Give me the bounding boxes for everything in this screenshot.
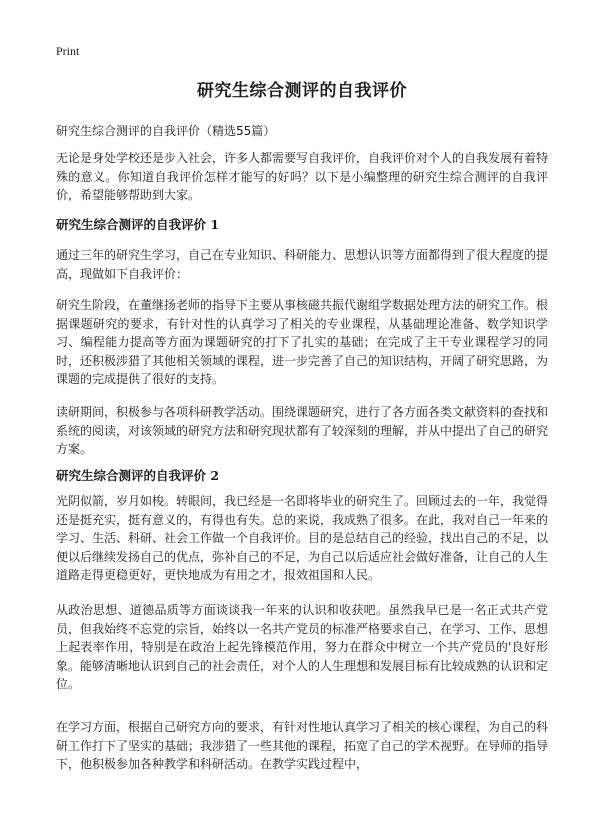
section-heading-2: 研究生综合测评的自我评价 2 [56, 468, 220, 483]
section-2-paragraph-2: 从政治思想、道德品质等方面谈谈我一年来的认识和收获吧。虽然我早已是一名正式共产党员，但我始终不忘党的宗旨，始终以一名共产党员的标准严格要求自己，在学习、工作、思想上起表率作用，特别是在政治上起先锋模范作用，努力在群众中树立一个共产党员的'良好形象。能够清晰地认识到自己的社会责任，对个人的人生理想和发展目标有比较成熟的认识和定位。 [56, 603, 549, 691]
intro-paragraph: 无论是身处学校还是步入社会，许多人都需要写自我评价，自我评价对个人的自我发展有着特殊的意义。你知道自我评价怎样才能写的好吗？以下是小编整理的研究生综合测评的自我评价，希望能够帮助到大家。 [56, 151, 549, 202]
section-1-paragraph-1: 通过三年的研究生学习，自己在专业知识、科研能力、思想认识等方面都得到了很大程度的提高，现做如下自我评价： [56, 248, 549, 281]
section-heading-1: 研究生综合测评的自我评价 1 [56, 217, 220, 232]
section-1-paragraph-3: 读研期间，积极参与各项科研教学活动。围绕课题研究，进行了各方面各类文献资料的查找和系统的阅读，对该领域的研究方法和研究现状都有了较深刻的理解，并从中提出了自己的研究方案。 [56, 405, 549, 456]
section-2-paragraph-1: 光阴似箭，岁月如梭。转眼间，我已经是一名即将毕业的研究生了。回顾过去的一年，我觉得还是挺充实，挺有意义的，有得也有失。总的来说，我成熟了很多。在此，我对自己一年来的学习、生活、科研、社会工作做一个自我评价。目的是总结自己的经验，找出自己的不足，以便以后继续发扬自己的优点，弥补自己的不足，为自己以后适应社会做好准备，让自己的人生道路走得更稳更好，更快地成为有用之才，报效祖国和人民。 [56, 494, 549, 582]
section-2-paragraph-3: 在学习方面，根据自己研究方向的要求，有针对性地认真学习了相关的核心课程，为自己的科研工作打下了坚实的基础；我涉猎了一些其他的课程，拓宽了自己的学术视野。在导师的指导下，他积极参加各种教学和科研活动。在教学实践过程中， [56, 720, 549, 771]
print-link[interactable]: Print [56, 44, 80, 58]
section-1-paragraph-2: 研究生阶段，在董继扬老师的指导下主要从事核磁共振代谢组学数据处理方法的研究工作。根据课题研究的要求，有针对性的认真学习了相关的专业课程，从基础理论准备、数学知识学习、编程能力提高等方面为课题研究的打下了扎实的基础；在完成了主干专业课程学习的同时，还积极涉猎了其他相关领域的课程，进一步完善了自己的知识结构，开阔了研究思路，为课题的完成提供了很好的支持。 [56, 298, 549, 386]
page-subtitle: 研究生综合测评的自我评价（精选55篇） [56, 124, 276, 138]
page-title: 研究生综合测评的自我评价 [197, 81, 407, 101]
